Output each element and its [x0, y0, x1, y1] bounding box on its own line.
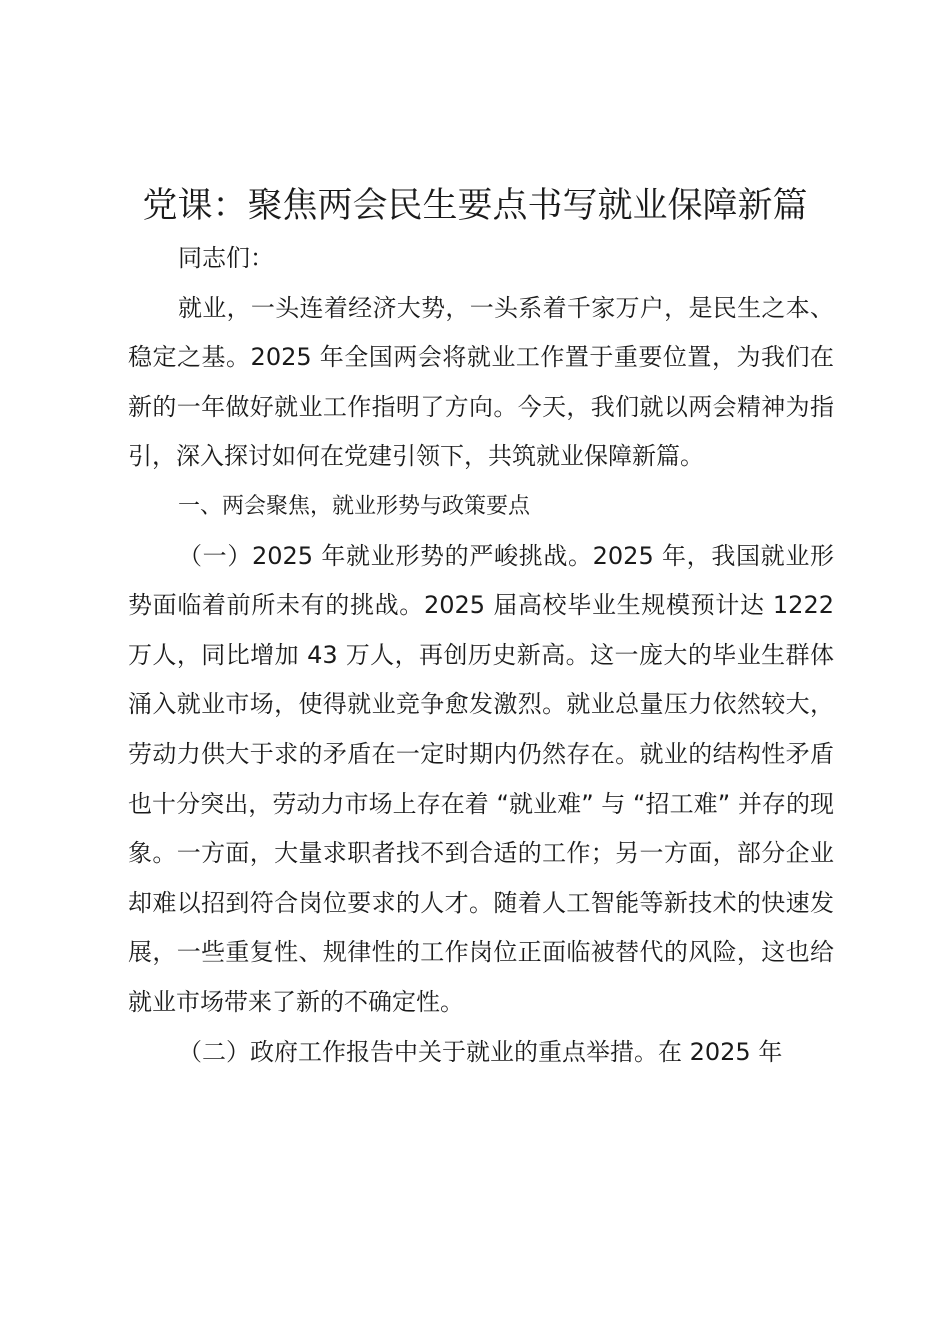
- paragraph-subsection-2: （二）政府工作报告中关于就业的重点举措。在 2025 年: [178, 1037, 783, 1066]
- section-heading-1: 一、两会聚焦，就业形势与政策要点: [178, 493, 531, 519]
- paragraph-subsection-1: （一）2025 年就业形势的严峻挑战。2025 年，我国就业形势面临着前所未有的挑战。2025 届高校毕业生规模预计达 1222 万人，同比增加 43 万人，再创历史新高。这一庞大的毕业生群体涌入就业市场，使得就业竞争愈发激烈。就业总量压力依然较大，劳动力供大于求的矛盾在一定时期内仍然存在。就业的结构性矛盾也十分突出，劳动力市场上存在着 “就业难” 与 “招工难” 并存的现象。一方面，大量求职者找不到合适的工作；另一方面，部分企业却难以招到符合岗位要求的人才。随着人工智能等新技术的快速发展，一些重复性、规律性的工作岗位正面临被替代的风险，这也给就业市场带来了新的不确定性。: [128, 541, 834, 1016]
- document-title: 党课：聚焦两会民生要点书写就业保障新篇: [142, 186, 808, 226]
- paragraph-intro: 就业，一头连着经济大势，一头系着千家万户，是民生之本、稳定之基。2025 年全国两会将就业工作置于重要位置，为我们在新的一年做好就业工作指明了方向。今天，我们就以两会精神为指引，深入探讨如何在党建引领下，共筑就业保障新篇。: [128, 293, 834, 471]
- salutation: 同志们：: [178, 244, 274, 272]
- document-body: [128, 234, 834, 1077]
